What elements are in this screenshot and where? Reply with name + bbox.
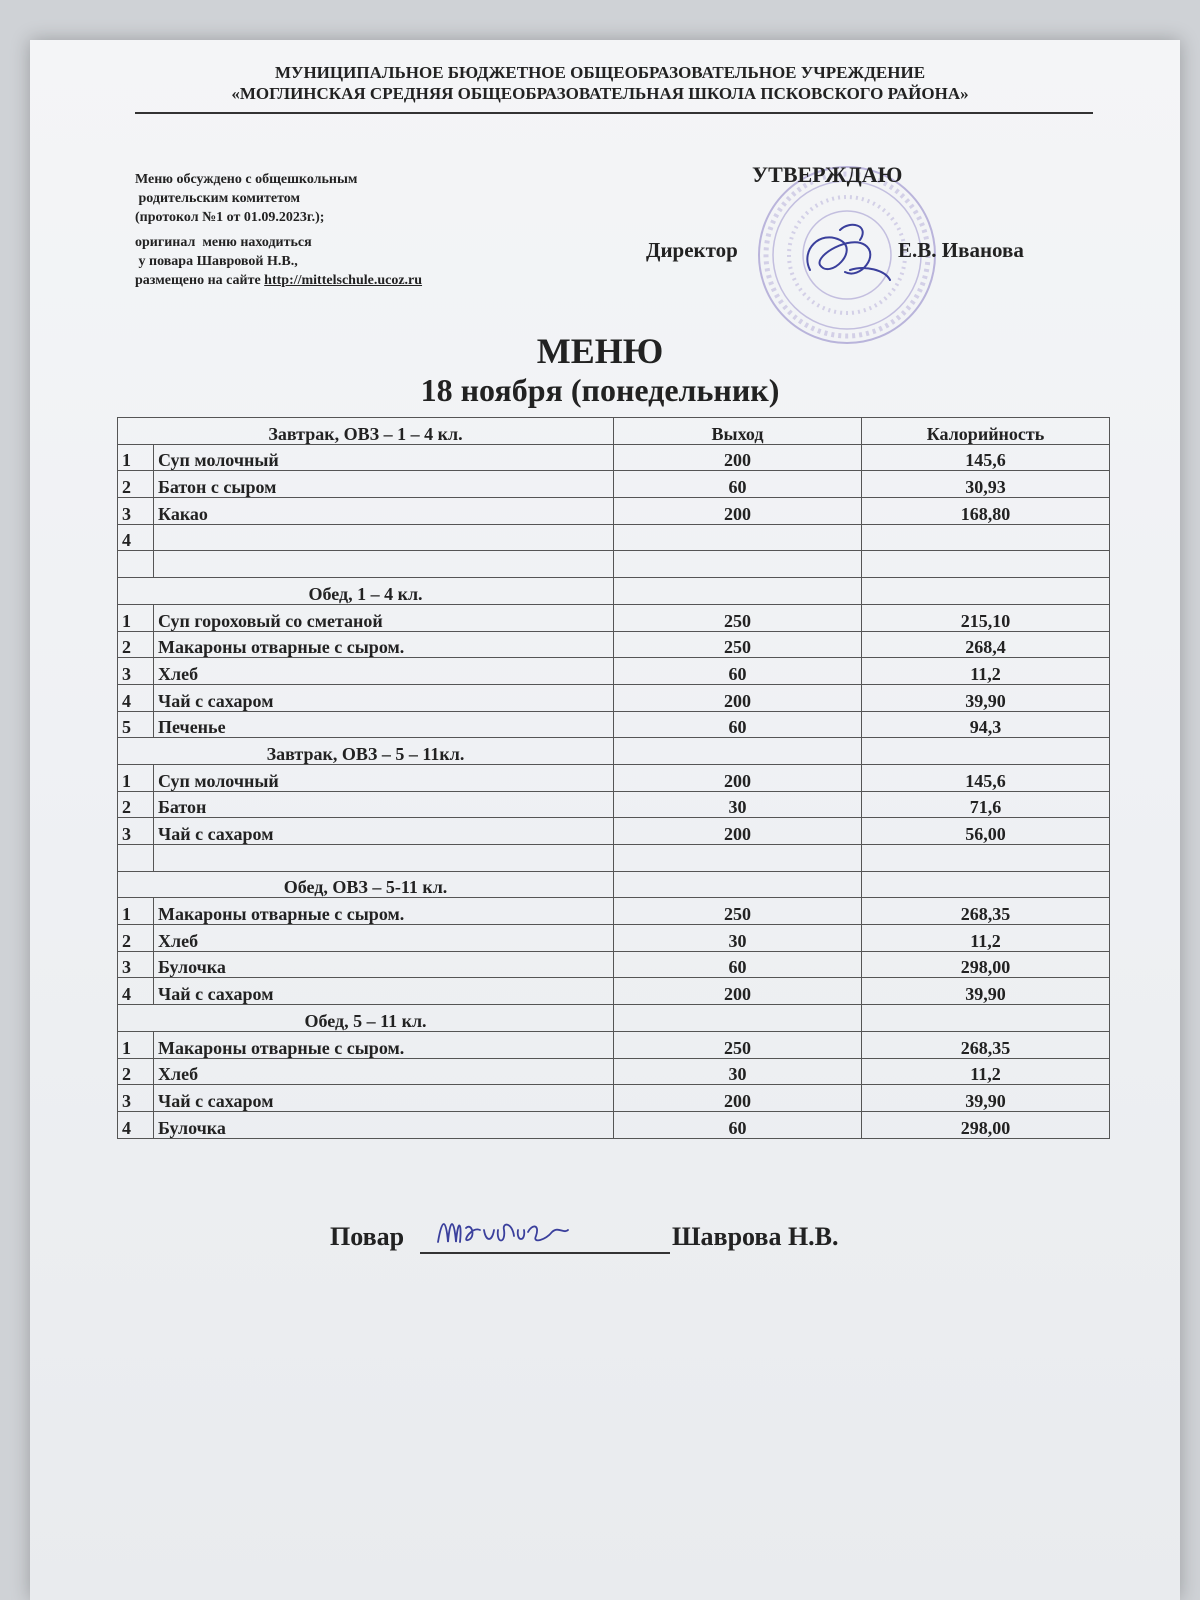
table-row [118, 818, 1110, 845]
note-line-3: (протокол №1 от 01.09.2023г.); [135, 210, 325, 225]
website-link[interactable]: http://mittelschule.ucoz.ru [264, 273, 423, 288]
note-line-6-prefix: размещено на сайте [135, 273, 265, 288]
table-cell-calories [862, 871, 1110, 898]
institution-header [100, 62, 1100, 104]
dish-output: 60 [614, 471, 862, 498]
table-row [118, 1058, 1110, 1085]
column-header-calories: Калорийность [862, 418, 1110, 445]
dish-output: 30 [614, 1058, 862, 1085]
dish-output: 250 [614, 604, 862, 631]
cook-name: Шаврова Н.В. [672, 1222, 839, 1251]
dish-name: Макароны отварные с сыром. [154, 898, 614, 925]
dish-output: 30 [614, 925, 862, 952]
dish-output: 60 [614, 951, 862, 978]
table-row [118, 524, 1110, 551]
note-line-1: Меню обсуждено с общешкольным [135, 172, 358, 187]
row-number: 1 [118, 898, 154, 925]
dish-output: 250 [614, 1031, 862, 1058]
row-number: 3 [118, 658, 154, 685]
approve-label: УТВЕРЖДАЮ [752, 162, 903, 187]
table-row [118, 898, 1110, 925]
row-number: 1 [118, 604, 154, 631]
dish-calories: 145,6 [862, 444, 1110, 471]
dish-name: Чай с сахаром [154, 1085, 614, 1112]
table-row [118, 951, 1110, 978]
row-number: 3 [118, 1085, 154, 1112]
dish-name: Суп молочный [154, 444, 614, 471]
dish-output: 200 [614, 684, 862, 711]
table-row [118, 631, 1110, 658]
section-header-row [118, 578, 1110, 605]
section-title: Обед, 5 – 11 кл. [118, 1005, 614, 1032]
dish-calories: 71,6 [862, 791, 1110, 818]
section-header-row [118, 1005, 1110, 1032]
menu-table [117, 417, 1110, 1139]
dish-calories: 94,3 [862, 711, 1110, 738]
row-number: 5 [118, 711, 154, 738]
dish-name: Чай с сахаром [154, 684, 614, 711]
table-row [118, 471, 1110, 498]
table-cell-calories [862, 738, 1110, 765]
institution-line-1: МУНИЦИПАЛЬНОЕ БЮДЖЕТНОЕ ОБЩЕОБРАЗОВАТЕЛЬНОЕ УЧРЕЖДЕНИЕ [274, 63, 926, 82]
dish-output: 200 [614, 1085, 862, 1112]
table-row [118, 1085, 1110, 1112]
dish-output: 250 [614, 631, 862, 658]
section-header-row [118, 738, 1110, 765]
dish-output: 60 [614, 1111, 862, 1138]
dish-output: 200 [614, 764, 862, 791]
dish-calories [862, 551, 1110, 578]
row-number: 3 [118, 818, 154, 845]
dish-output: 200 [614, 978, 862, 1005]
row-number: 2 [118, 471, 154, 498]
dish-calories: 11,2 [862, 925, 1110, 952]
menu-approval-note [135, 170, 422, 290]
note-line-5: у повара Шавровой Н.В., [135, 254, 298, 269]
dish-name: Булочка [154, 1111, 614, 1138]
menu-table-body [118, 418, 1110, 1139]
dish-output [614, 524, 862, 551]
menu-title: МЕНЮ [536, 331, 664, 371]
table-row [118, 764, 1110, 791]
row-number: 1 [118, 764, 154, 791]
table-row [118, 684, 1110, 711]
dish-name: Хлеб [154, 1058, 614, 1085]
director-signature [790, 210, 900, 300]
dish-output [614, 551, 862, 578]
row-number [118, 845, 154, 872]
column-header-output: Выход [614, 418, 862, 445]
section-title: Завтрак, ОВЗ – 5 – 11кл. [118, 738, 614, 765]
dish-output [614, 845, 862, 872]
row-number: 2 [118, 1058, 154, 1085]
dish-name: Батон с сыром [154, 471, 614, 498]
table-row [118, 498, 1110, 525]
dish-calories: 268,35 [862, 1031, 1110, 1058]
director-label: Директор [646, 238, 738, 262]
note-line-2: родительским комитетом [135, 191, 301, 206]
dish-output: 30 [614, 791, 862, 818]
table-row [118, 658, 1110, 685]
dish-name: Булочка [154, 951, 614, 978]
dish-name: Суп молочный [154, 764, 614, 791]
row-number: 4 [118, 524, 154, 551]
dish-name: Печенье [154, 711, 614, 738]
note-line-4: оригинал меню находиться [135, 235, 312, 250]
row-number: 2 [118, 925, 154, 952]
table-row [118, 925, 1110, 952]
dish-calories: 56,00 [862, 818, 1110, 845]
dish-name [154, 845, 614, 872]
section-header-row [118, 418, 1110, 445]
dish-name: Чай с сахаром [154, 978, 614, 1005]
row-number: 3 [118, 951, 154, 978]
table-row [118, 1111, 1110, 1138]
table-row [118, 1031, 1110, 1058]
dish-calories: 215,10 [862, 604, 1110, 631]
dish-output: 60 [614, 711, 862, 738]
row-number: 3 [118, 498, 154, 525]
table-row [118, 551, 1110, 578]
section-header-row [118, 871, 1110, 898]
dish-output: 200 [614, 818, 862, 845]
dish-name: Какао [154, 498, 614, 525]
table-cell-output [614, 738, 862, 765]
dish-calories: 168,80 [862, 498, 1110, 525]
row-number: 1 [118, 1031, 154, 1058]
row-number: 2 [118, 631, 154, 658]
table-row [118, 845, 1110, 872]
table-row [118, 711, 1110, 738]
table-cell-output [614, 871, 862, 898]
dish-calories: 268,4 [862, 631, 1110, 658]
dish-name: Макароны отварные с сыром. [154, 1031, 614, 1058]
menu-date: 18 ноября (понедельник) [420, 372, 780, 408]
dish-output: 250 [614, 898, 862, 925]
dish-calories: 11,2 [862, 658, 1110, 685]
dish-name: Батон [154, 791, 614, 818]
dish-calories: 39,90 [862, 1085, 1110, 1112]
table-cell-output [614, 1005, 862, 1032]
header-underline [135, 112, 1093, 114]
dish-output: 200 [614, 498, 862, 525]
dish-name: Суп гороховый со сметаной [154, 604, 614, 631]
dish-output: 60 [614, 658, 862, 685]
dish-name: Хлеб [154, 925, 614, 952]
institution-line-2: «МОГЛИНСКАЯ СРЕДНЯЯ ОБЩЕОБРАЗОВАТЕЛЬНАЯ ШКОЛА ПСКОВСКОГО РАЙОНА» [231, 84, 969, 103]
row-number: 4 [118, 978, 154, 1005]
dish-calories: 11,2 [862, 1058, 1110, 1085]
table-row [118, 978, 1110, 1005]
dish-name: Хлеб [154, 658, 614, 685]
row-number: 4 [118, 684, 154, 711]
director-name: Е.В. Иванова [898, 238, 1024, 262]
table-cell-output [614, 578, 862, 605]
dish-name [154, 524, 614, 551]
dish-name: Макароны отварные с сыром. [154, 631, 614, 658]
dish-name [154, 551, 614, 578]
table-row [118, 791, 1110, 818]
dish-calories: 30,93 [862, 471, 1110, 498]
row-number [118, 551, 154, 578]
table-row [118, 444, 1110, 471]
row-number: 1 [118, 444, 154, 471]
dish-calories: 39,90 [862, 978, 1110, 1005]
dish-calories: 145,6 [862, 764, 1110, 791]
dish-calories [862, 845, 1110, 872]
dish-name: Чай с сахаром [154, 818, 614, 845]
table-cell-calories [862, 578, 1110, 605]
table-cell-calories [862, 1005, 1110, 1032]
dish-calories: 298,00 [862, 1111, 1110, 1138]
table-row [118, 604, 1110, 631]
cook-signature [432, 1208, 572, 1254]
dish-calories: 39,90 [862, 684, 1110, 711]
dish-calories [862, 524, 1110, 551]
dish-calories: 268,35 [862, 898, 1110, 925]
dish-calories: 298,00 [862, 951, 1110, 978]
section-title: Обед, ОВЗ – 5-11 кл. [118, 871, 614, 898]
section-title: Обед, 1 – 4 кл. [118, 578, 614, 605]
cook-label: Повар [330, 1222, 405, 1251]
row-number: 2 [118, 791, 154, 818]
dish-output: 200 [614, 444, 862, 471]
section-title: Завтрак, ОВЗ – 1 – 4 кл. [118, 418, 614, 445]
row-number: 4 [118, 1111, 154, 1138]
